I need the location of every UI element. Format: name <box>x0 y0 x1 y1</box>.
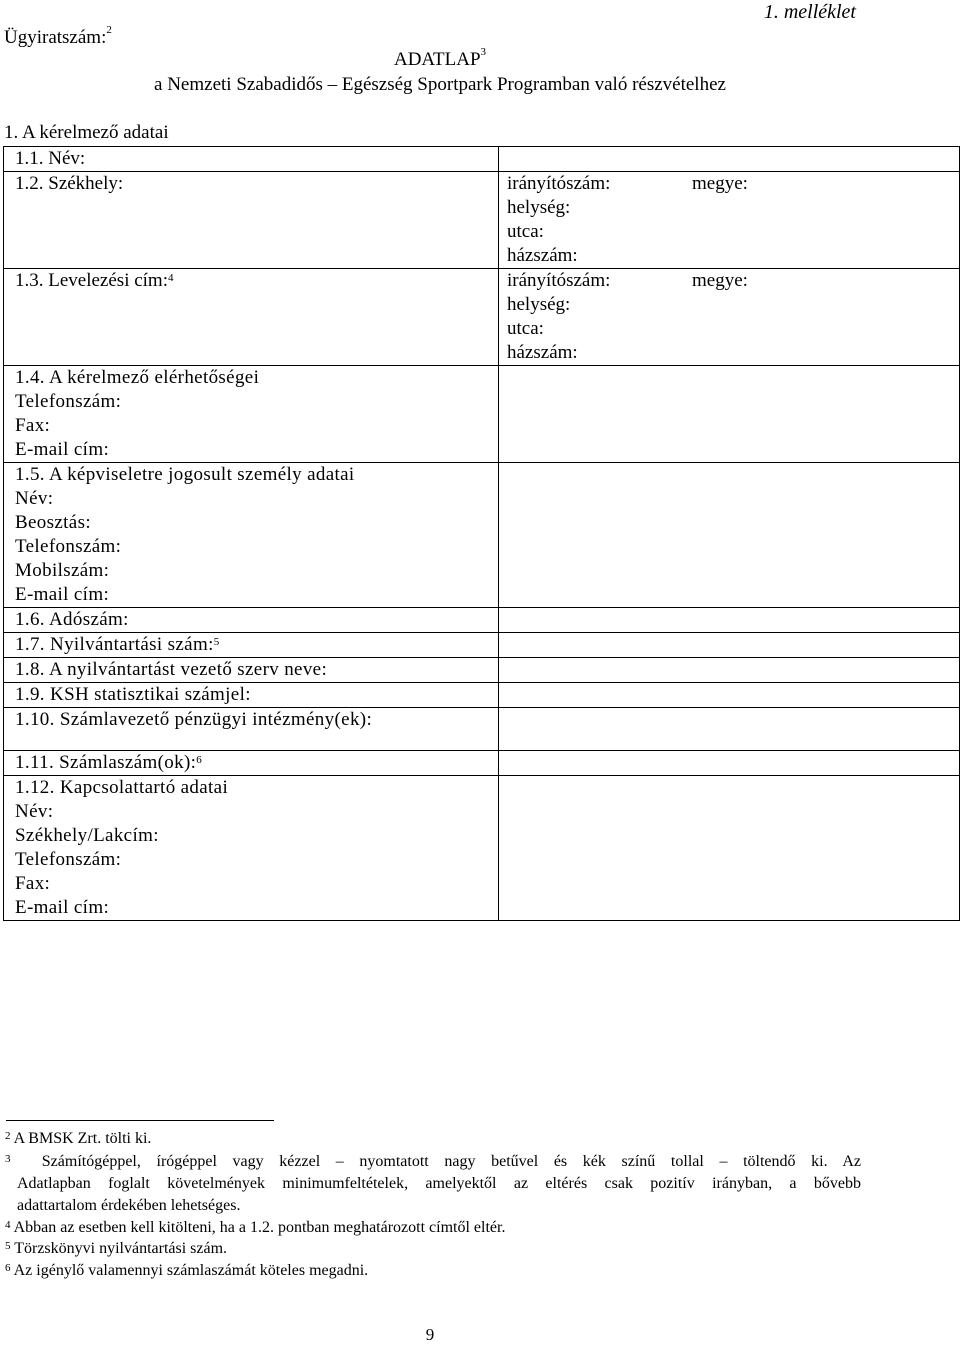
footnote-ref: 5 <box>213 636 220 648</box>
house-number-label: házszám: <box>507 245 578 266</box>
footnote-2: $^2$ A BMSK Zrt. tölti ki. <box>5 1130 152 1147</box>
table-row <box>4 366 960 463</box>
representative-label-cell: 1.5. A képviseletre jogosult személy adatai Név: Beosztás: Telefonszám: Mobilszám: E-mail cím: <box>4 463 499 608</box>
footnote-6: $^6$ Az igénylő valamennyi számlaszámát köteles megadni. <box>5 1262 369 1279</box>
table-row <box>4 683 960 708</box>
table-row <box>4 172 960 269</box>
registry-label-cell: 1.8. A nyilvántartást vezető szerv neve: <box>4 658 499 683</box>
ksh-input-cell[interactable] <box>499 683 960 708</box>
tax-number-label-cell: 1.6. Adószám: <box>4 608 499 633</box>
account-label-cell: 1.11. Számlaszám(ok):$^6$ <box>4 751 499 776</box>
table-row <box>4 147 960 172</box>
registry-input-cell[interactable] <box>499 658 960 683</box>
footnote-3: $^3$ Számítógéppel, írógéppel vagy kézzel – nyomtatott nagy betűvel és kék színű tollal – töltendő ki. Az Adatlapban foglalt követelmények minimumfeltételek, amelyektől az eltérés csak pozitív irányban, a bővebb adattartalom érdekében lehetséges. <box>5 1153 862 1214</box>
mail-address-label-cell: 1.3. Levelezési cím:$^4$ <box>4 269 499 366</box>
street-label: utca: <box>507 318 544 339</box>
page-number: 9 <box>425 1325 435 1344</box>
table-row <box>4 269 960 366</box>
postcode-label: irányítószám: <box>507 173 611 194</box>
city-label: helység: <box>507 294 571 315</box>
bank-input-cell[interactable] <box>499 708 960 751</box>
bank-label-cell: 1.10. Számlavezető pénzügyi intézmény(ek): <box>4 708 499 751</box>
applicant-data-table <box>3 146 960 921</box>
file-number-label: Ügyiratszám:$^2$ <box>4 24 112 48</box>
table-row <box>4 708 960 751</box>
account-input-cell[interactable] <box>499 751 960 776</box>
table-row <box>4 658 960 683</box>
table-row <box>4 463 960 608</box>
house-number-label: házszám: <box>507 342 578 363</box>
seat-label-cell: 1.2. Székhely: <box>4 172 499 269</box>
mail-address-cell[interactable] <box>499 269 960 366</box>
footnote-ref: 6 <box>196 754 203 766</box>
contacts-label-cell: 1.4. A kérelmező elérhetőségei Telefonszám: Fax: E-mail cím: <box>4 366 499 463</box>
table-row <box>4 608 960 633</box>
contacts-input-cell[interactable] <box>499 366 960 463</box>
city-label: helység: <box>507 197 571 218</box>
street-label: utca: <box>507 221 544 242</box>
representative-input-cell[interactable] <box>499 463 960 608</box>
annex-label: 1. melléklet <box>763 1 856 23</box>
tax-number-input-cell[interactable] <box>499 608 960 633</box>
section-heading: 1. A kérelmező adatai <box>4 122 169 143</box>
registration-number-label-cell: 1.7. Nyilvántartási szám:$^5$ <box>4 633 499 658</box>
footnote-ref: 3 <box>480 46 487 58</box>
table-row <box>4 751 960 776</box>
name-label-cell: 1.1. Név: <box>4 147 499 172</box>
footnote-ref: 4 <box>168 272 174 284</box>
form-subtitle: a Nemzeti Szabadidős – Egészség Sportpark Programban való részvételhez <box>154 74 726 95</box>
table-row <box>4 633 960 658</box>
seat-address-cell[interactable] <box>499 172 960 269</box>
form-title: ADATLAP$^3$ <box>393 46 487 70</box>
footnote-ref: 2 <box>106 24 112 36</box>
footnote-separator <box>6 1120 274 1121</box>
registration-number-input-cell[interactable] <box>499 633 960 658</box>
table-row <box>4 776 960 921</box>
ksh-label-cell: 1.9. KSH statisztikai számjel: <box>4 683 499 708</box>
footnote-4: $^4$ Abban az esetben kell kitölteni, ha a 1.2. pontban meghatározott címtől eltér. <box>5 1219 506 1236</box>
county-label: megye: <box>692 173 748 194</box>
name-input-cell[interactable] <box>499 147 960 172</box>
contact-person-label-cell: 1.12. Kapcsolattartó adatai Név: Székhely/Lakcím: Telefonszám: Fax: E-mail cím: <box>4 776 499 921</box>
footnote-5: $^5$ Törzskönyvi nyilvántartási szám. <box>5 1240 228 1257</box>
county-label: megye: <box>692 270 748 291</box>
postcode-label: irányítószám: <box>507 270 611 291</box>
contact-person-input-cell[interactable] <box>499 776 960 921</box>
